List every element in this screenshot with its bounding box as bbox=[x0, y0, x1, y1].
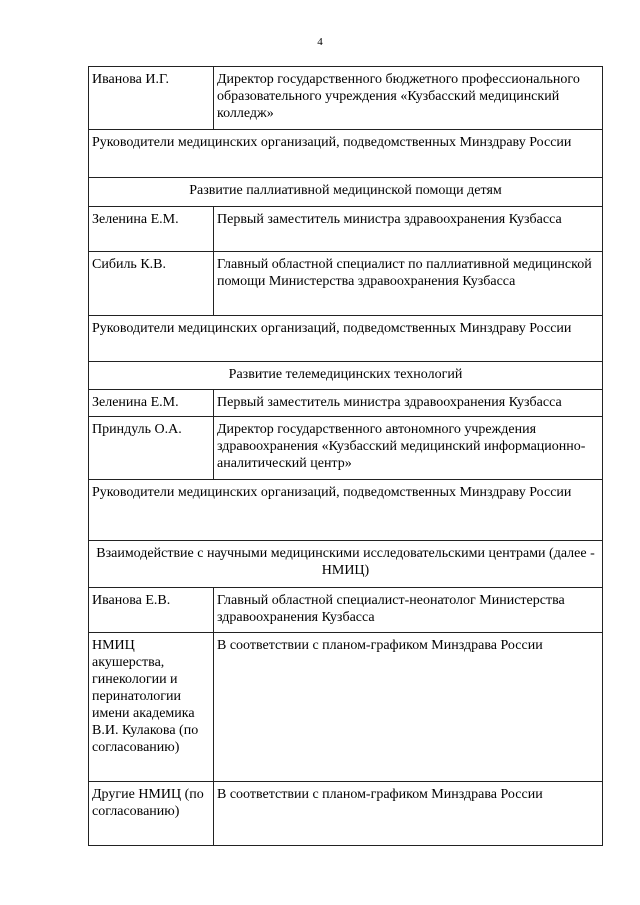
position-cell: Первый заместитель министра здравоохранения Кузбасса bbox=[214, 390, 603, 417]
position-cell: В соответствии с планом-графиком Минздрава России bbox=[214, 633, 603, 782]
table-row bbox=[89, 417, 603, 480]
section-title: Развитие паллиативной медицинской помощи детям bbox=[89, 178, 603, 207]
person-name-cell: Другие НМИЦ (по согласованию) bbox=[89, 782, 214, 846]
position-cell: Директор государственного автономного учреждения здравоохранения «Кузбасский медицинский информационно-аналитический центр» bbox=[214, 417, 603, 480]
section-header-row bbox=[89, 178, 603, 207]
table-row bbox=[89, 480, 603, 541]
person-name-cell: Сибиль К.В. bbox=[89, 252, 214, 316]
table-row bbox=[89, 588, 603, 633]
person-name-cell: Приндуль О.А. bbox=[89, 417, 214, 480]
position-cell: Первый заместитель министра здравоохранения Кузбасса bbox=[214, 207, 603, 252]
table-row bbox=[89, 207, 603, 252]
page-number: 4 bbox=[317, 36, 323, 48]
table-row bbox=[89, 633, 603, 782]
section-header-row bbox=[89, 362, 603, 390]
table-row bbox=[89, 390, 603, 417]
organizations-cell: Руководители медицинских организаций, подведомственных Минздраву России bbox=[89, 130, 603, 178]
position-cell: В соответствии с планом-графиком Минздрава России bbox=[214, 782, 603, 846]
person-name-cell: Иванова Е.В. bbox=[89, 588, 214, 633]
section-header-row bbox=[89, 541, 603, 588]
table-row bbox=[89, 67, 603, 130]
table-row bbox=[89, 252, 603, 316]
organizations-cell: Руководители медицинских организаций, подведомственных Минздраву России bbox=[89, 480, 603, 541]
table-row bbox=[89, 316, 603, 362]
person-name-cell: Зеленина Е.М. bbox=[89, 390, 214, 417]
responsibility-table bbox=[88, 66, 603, 846]
table-row bbox=[89, 782, 603, 846]
position-cell: Директор государственного бюджетного профессионального образовательного учреждения «Кузбасский медицинский колледж» bbox=[214, 67, 603, 130]
organizations-cell: Руководители медицинских организаций, подведомственных Минздраву России bbox=[89, 316, 603, 362]
person-name-cell: Иванова И.Г. bbox=[89, 67, 214, 130]
person-name-cell: Зеленина Е.М. bbox=[89, 207, 214, 252]
position-cell: Главный областной специалист-неонатолог Министерства здравоохранения Кузбасса bbox=[214, 588, 603, 633]
position-cell: Главный областной специалист по паллиативной медицинской помощи Министерства здравоохранения Кузбасса bbox=[214, 252, 603, 316]
section-title: Развитие телемедицинских технологий bbox=[89, 362, 603, 390]
table-row bbox=[89, 130, 603, 178]
person-name-cell: НМИЦ акушерства, гинекологии и перинатологии имени академика В.И. Кулакова (по согласованию) bbox=[89, 633, 214, 782]
section-title: Взаимодействие с научными медицинскими исследовательскими центрами (далее - НМИЦ) bbox=[89, 541, 603, 588]
